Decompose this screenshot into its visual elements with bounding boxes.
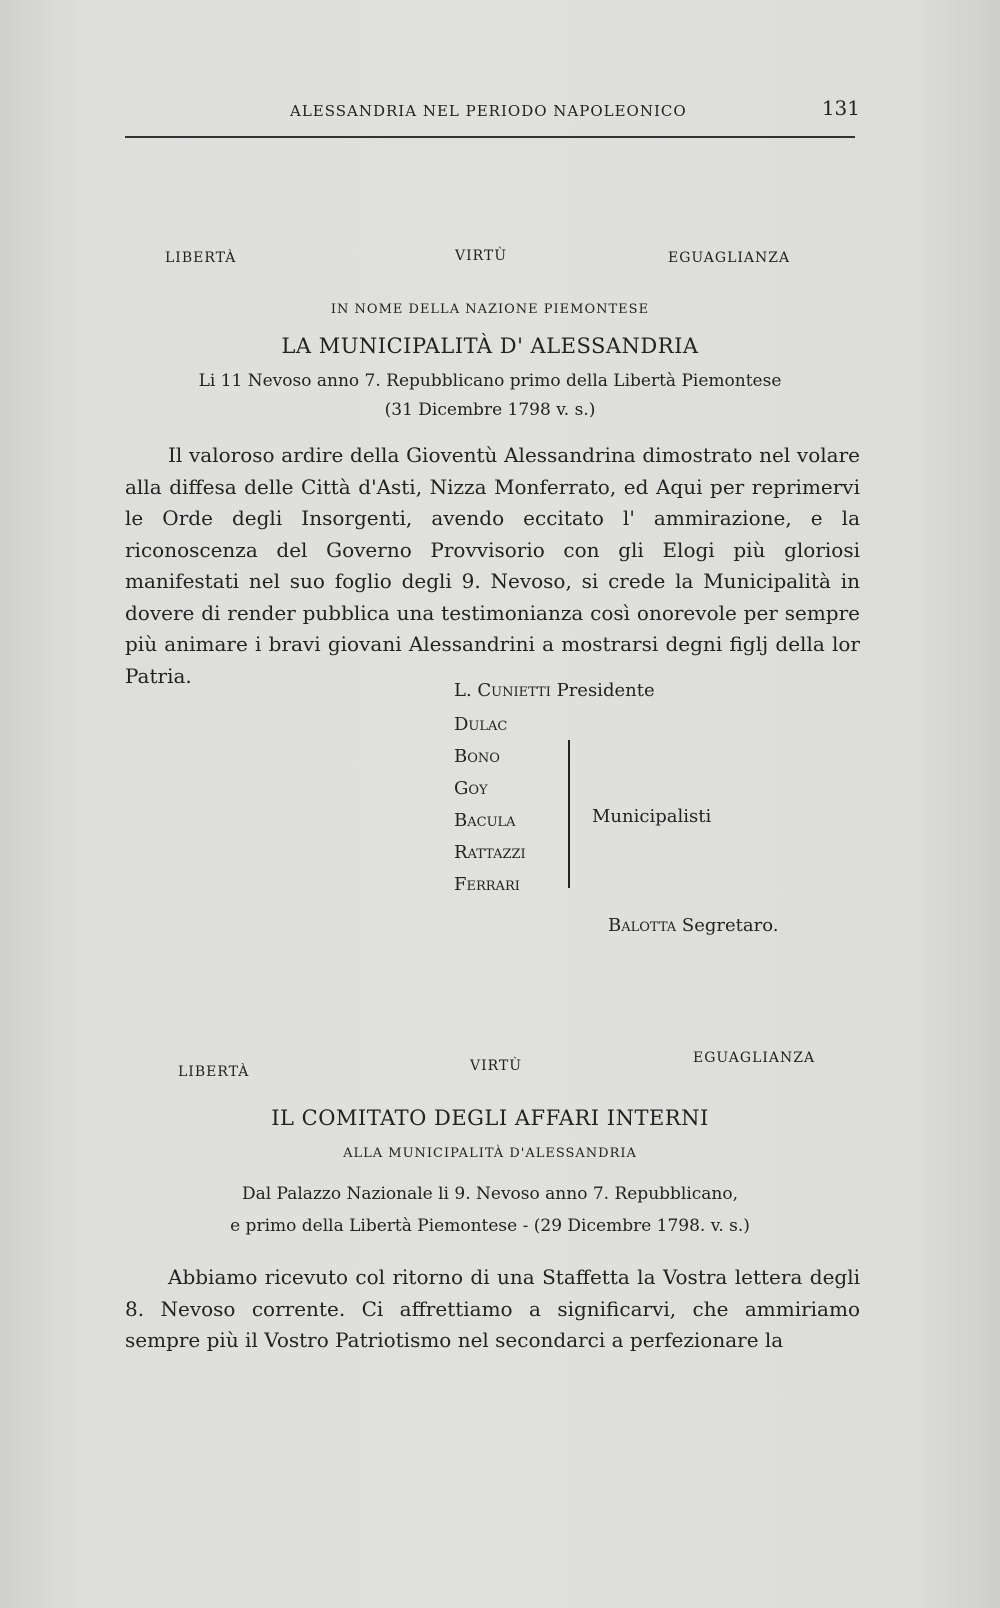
committee-heading: IL COMITATO DEGLI AFFARI INTERNI (271, 1106, 709, 1130)
secretary-name: Balotta (608, 915, 677, 936)
motto-liberta: LIBERTÀ (165, 250, 237, 266)
secretary-signature (608, 915, 778, 936)
proclamation-text (125, 440, 860, 692)
header-rule (125, 136, 855, 138)
motto-eguaglianza: EGUAGLIANZA (693, 1050, 816, 1066)
page-number: 131 (821, 96, 860, 120)
letter-text (125, 1262, 860, 1357)
motto-virtu: VIRTÙ (470, 1058, 523, 1074)
proclamation-paragraph: Il valoroso ardire della Gioventù Alessandrina dimostrato nel volare alla diffesa delle Città d'Asti, Nizza Monferrato, ed Aqui per reprimervi le Orde degli Insorgenti, avendo eccitato l' ammirazione, e la riconoscenza del Governo Provvisorio con gli Elogi più gloriosi manifestati nel suo foglio degli 9. Nevoso, si crede la Municipalità in dovere di render pubblica una testimonianza così onorevole per sempre più animare i bravi giovani Alessandrini a mostrarsi degni figlj della lor Patria. (125, 443, 860, 688)
authority-heading: LA MUNICIPALITÀ D' ALESSANDRIA (281, 334, 699, 358)
date-line: Li 11 Nevoso anno 7. Repubblicano primo della Libertà Piemontese (198, 371, 782, 391)
president-signature (454, 680, 655, 701)
municipalisti-label: Municipalisti (592, 806, 712, 827)
secretary-role: Segretaro. (681, 915, 779, 936)
municipalista-name: Dulac (454, 714, 508, 735)
running-title: ALESSANDRIA NEL PERIODO NAPOLEONICO (290, 102, 687, 120)
motto-liberta: LIBERTÀ (178, 1064, 250, 1080)
addressee-line: ALLA MUNICIPALITÀ D'ALESSANDRIA (343, 1146, 637, 1161)
date-paren: (31 Dicembre 1798 v. s.) (384, 400, 596, 420)
letter-paragraph: Abbiamo ricevuto col ritorno di una Staffetta la Vostra lettera degli 8. Nevoso corrente. Ci affrettiamo a significarvi, che ammiriamo sempre più il Vostro Patriotismo nel secondarci a perfezionare la (125, 1265, 860, 1352)
date-line-2: e primo della Libertà Piemontese - (29 Dicembre 1798. v. s.) (230, 1216, 750, 1236)
president-role: Presidente (556, 680, 655, 701)
president-name: L. Cunietti (454, 680, 551, 701)
in-nome-line: IN NOME DELLA NAZIONE PIEMONTESE (330, 302, 650, 317)
motto-virtu: VIRTÙ (455, 248, 508, 264)
municipalista-name: Bacula (454, 810, 516, 831)
municipalista-name: Bono (454, 746, 500, 767)
municipalista-name: Rattazzi (454, 842, 526, 863)
municipalista-name: Ferrari (454, 874, 520, 895)
motto-eguaglianza: EGUAGLIANZA (668, 250, 791, 266)
date-line-1: Dal Palazzo Nazionale li 9. Nevoso anno 7. Repubblicano, (241, 1184, 739, 1204)
brace (568, 740, 570, 888)
municipalista-name: Goy (454, 778, 488, 799)
